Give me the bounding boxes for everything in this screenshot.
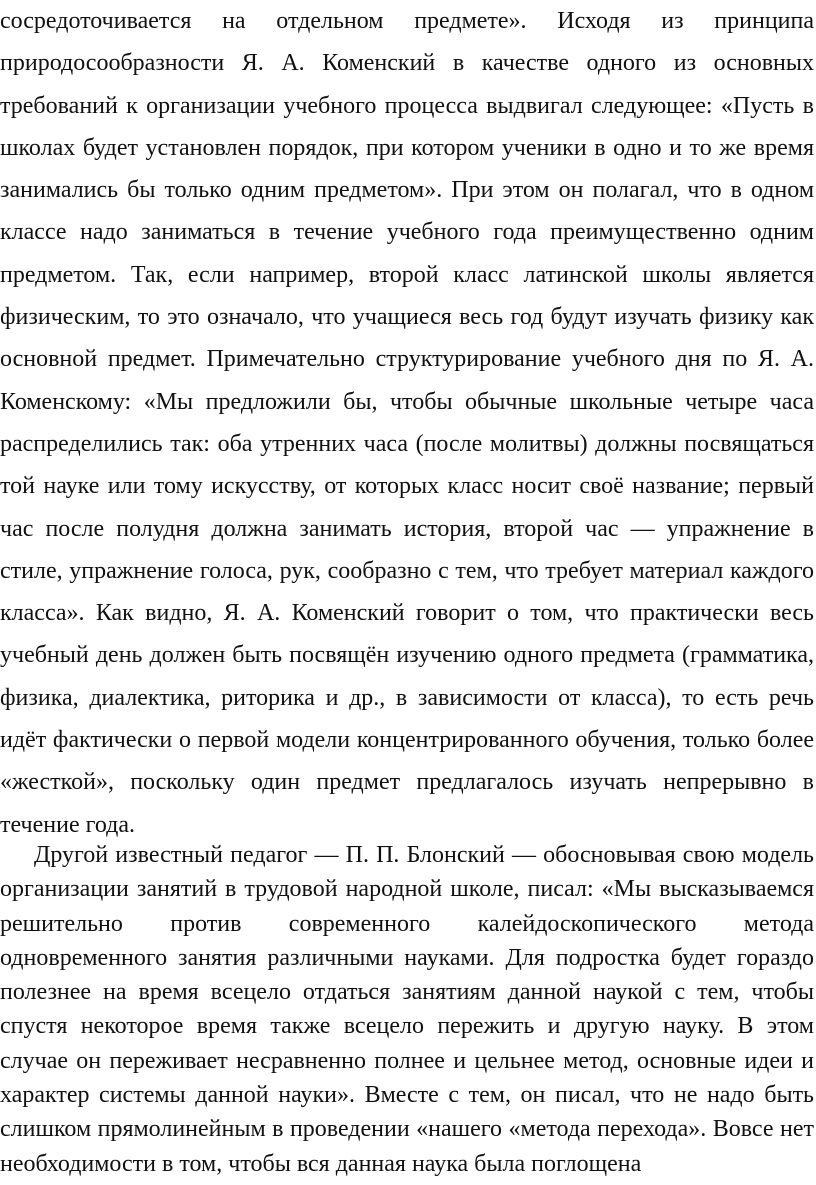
paragraph-komensky: сосредоточивается на отдельном предмете». Исходя из принципа природосообразности Я. А. Коменский в качестве одного из основных требований к организации учебного процесса выдвигал следующее: «Пусть в школах будет установлен порядок, при котором ученики в одно и то же время занимались бы только одним предметом». При этом он полагал, что в одном классе надо заниматься в течение учебного года преимущественно одним предметом. Так, если например, второй класс латинской школы является физическим, то это означало, что учащиеся весь год будут изучать физику как основной предмет. Примечательно структурирование учебного дня по Я. А. Коменскому: «Мы предложили бы, чтобы обычные школьные четыре часа распределились так: оба утренних часа (после молитвы) должны посвящаться той науке или тому искусству, от которых класс носит своё название; первый час после полудня должна занимать история, второй час — упражнение в стиле, упражнение голоса, рук, сообразно с тем, что требует материал каждого класса». Как видно, Я. А. Коменский говорит о том, что практически весь учебный день должен быть посвящён изучению одного предмета (грамматика, физика, диалектика, риторика и др., в зависимости от класса), то есть речь идёт фактически о первой модели концентрированного обучения, только более «жесткой», поскольку один предмет предлагалось изучать непрерывно в течение года. [0,8,814,838]
paragraph-blonsky: Другой известный педагог — П. П. Блонский — обосновывая свою модель организации занятий в трудовой народной школе, писал: «Мы высказываемся решительно против современного калейдоскопического метода одновременного занятия различными науками. Для подростка будет гораздо полезнее на время всецело отдаться занятиям данной наукой с тем, чтобы спустя некоторое время также всецело пережить и другую науку. В этом случае он переживает несравненно полнее и цельнее метод, основные идеи и характер системы данной науки». Вместе с тем, он писал, что не надо быть слишком прямолинейным в проведении «нашего «метода перехода». Вовсе нет необходимости в том, чтобы вся данная наука была поглощена [0,842,814,1177]
